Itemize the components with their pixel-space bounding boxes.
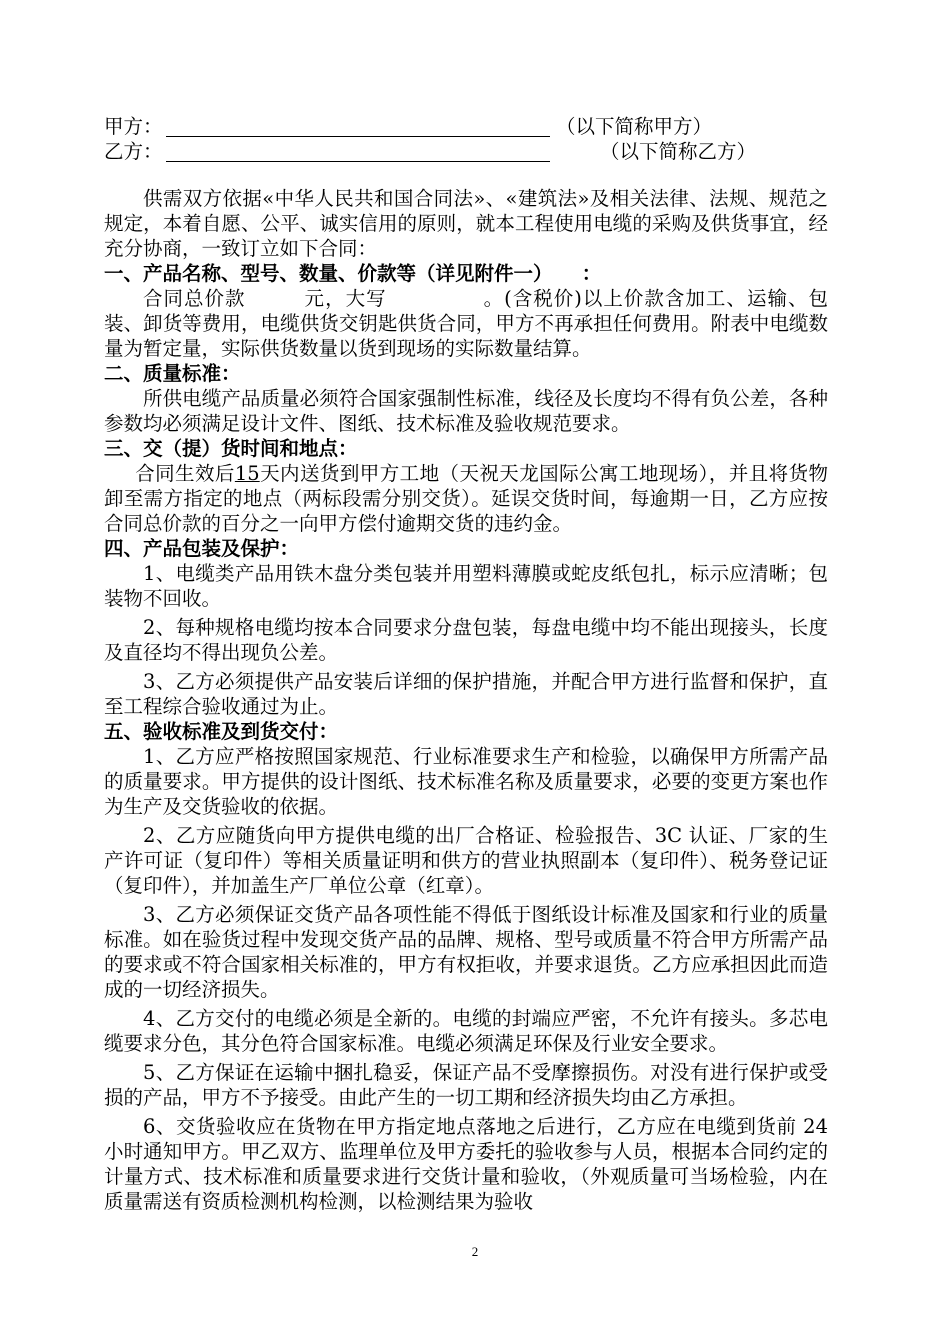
section-5-item-2: 2、乙方应随货向甲方提供电缆的出厂合格证、检验报告、3C 认证、厂家的生产许可证（复印件）等相关质量证明和供方的营业执照副本（复印件）、税务登记证（复印件），并加盖生产厂单位公章（红章）。 (104, 824, 828, 897)
page-number: 2 (471, 1244, 479, 1259)
total-price-label: 合同总价款 (143, 287, 246, 310)
intro-paragraph: 供需双方依据«中华人民共和国合同法»、«建筑法»及相关法律、法规、规范之规定，本着自愿、公平、诚实信用的原则，就本工程使用电缆的采购及供货事宜，经充分协商，一致订立如下合同： (104, 187, 828, 260)
section-3-paragraph (104, 461, 828, 536)
capital-amount-label: 元，大写 (303, 287, 387, 310)
party-a-blank-line (166, 136, 550, 137)
party-b-note: （以下简称乙方） (600, 140, 757, 163)
section-2-heading: 二、质量标准： (104, 362, 241, 385)
party-b-row (104, 139, 828, 164)
section-3-heading: 三、交（提）货时间和地点： (104, 437, 358, 460)
section-5-item-1: 1、乙方应严格按照国家规范、行业标准要求生产和检验，以确保甲方所需产品的质量要求。甲方提供的设计图纸、技术标准名称及质量要求，必要的变更方案也作为生产及交货验收的依据。 (104, 745, 828, 818)
party-b-label: 乙方： (104, 140, 163, 163)
section-2-paragraph: 所供电缆产品质量必须符合国家强制性标准，线径及长度均不得有负公差，各种参数均必须满足设计文件、图纸、技术标准及验收规范要求。 (104, 387, 828, 435)
section-4-item-2: 2、每种规格电缆均按本合同要求分盘包装，每盘电缆中均不能出现接头，长度及直径均不得出现负公差。 (104, 616, 828, 664)
section-5-heading: 五、验收标准及到货交付： (104, 720, 339, 743)
section-4-item-1: 1、电缆类产品用铁木盘分类包装并用塑料薄膜或蛇皮纸包扎，标示应清晰；包装物不回收。 (104, 562, 828, 610)
party-a-row (104, 114, 828, 139)
price-terms-text: 。(含税价)以上价款含加工、运输、包装、卸货等费用，电缆供货交钥匙供货合同，甲方不再承担任何费用。附表中电缆数量为暂定量，实际供货数量以货到现场的实际数量结算。 (104, 287, 828, 360)
section-1-paragraph (104, 286, 828, 361)
section-5-item-3: 3、乙方必须保证交货产品各项性能不得低于图纸设计标准及国家和行业的质量标准。如在验货过程中发现交货产品的品牌、规格、型号或质量不符合甲方所需产品的要求或不符合国家相关标准的，甲方有权拒收，并要求退货。乙方应承担因此而造成的一切经济损失。 (104, 903, 828, 1001)
delivery-days: 15 (234, 462, 260, 485)
section-4-heading: 四、产品包装及保护： (104, 537, 300, 560)
section-5-item-4: 4、乙方交付的电缆必须是全新的。电缆的封端应严密，不允许有接头。多芯电缆要求分色，其分色符合国家标准。电缆必须满足环保及行业安全要求。 (104, 1007, 828, 1055)
party-b-blank-line (166, 161, 550, 162)
delivery-terms-text: 天内送货到甲方工地（天祝天龙国际公寓工地现场），并且将货物卸至需方指定的地点（两标段需分别交货）。延误交货时间，每逾期一日，乙方应按合同总价款的百分之一向甲方偿付逾期交货的违约金。 (104, 462, 828, 535)
party-a-label: 甲方： (104, 115, 163, 138)
section-5-item-6: 6、交货验收应在货物在甲方指定地点落地之后进行，乙方应在电缆到货前 24 小时通知甲方。甲乙双方、监理单位及甲方委托的验收参与人员，根据本合同约定的计量方式、技术标准和质量要求进行交货计量和验收，（外观质量可当场检验，内在质量需送有资质检测机构检测，以检测结果为验收 (104, 1115, 828, 1213)
section-1-heading: 一、产品名称、型号、数量、价款等（详见附件一） ： (104, 262, 602, 285)
party-a-note: （以下简称甲方） (556, 115, 713, 138)
delivery-prefix: 合同生效后 (135, 462, 235, 485)
section-5-item-5: 5、乙方保证在运输中捆扎稳妥，保证产品不受摩擦损伤。对没有进行保护或受损的产品，甲方不予接受。由此产生的一切工期和经济损失均由乙方承担。 (104, 1061, 828, 1109)
section-4-item-3: 3、乙方必须提供产品安装后详细的保护措施，并配合甲方进行监督和保护，直至工程综合验收通过为止。 (104, 670, 828, 718)
contract-page (104, 114, 828, 1214)
